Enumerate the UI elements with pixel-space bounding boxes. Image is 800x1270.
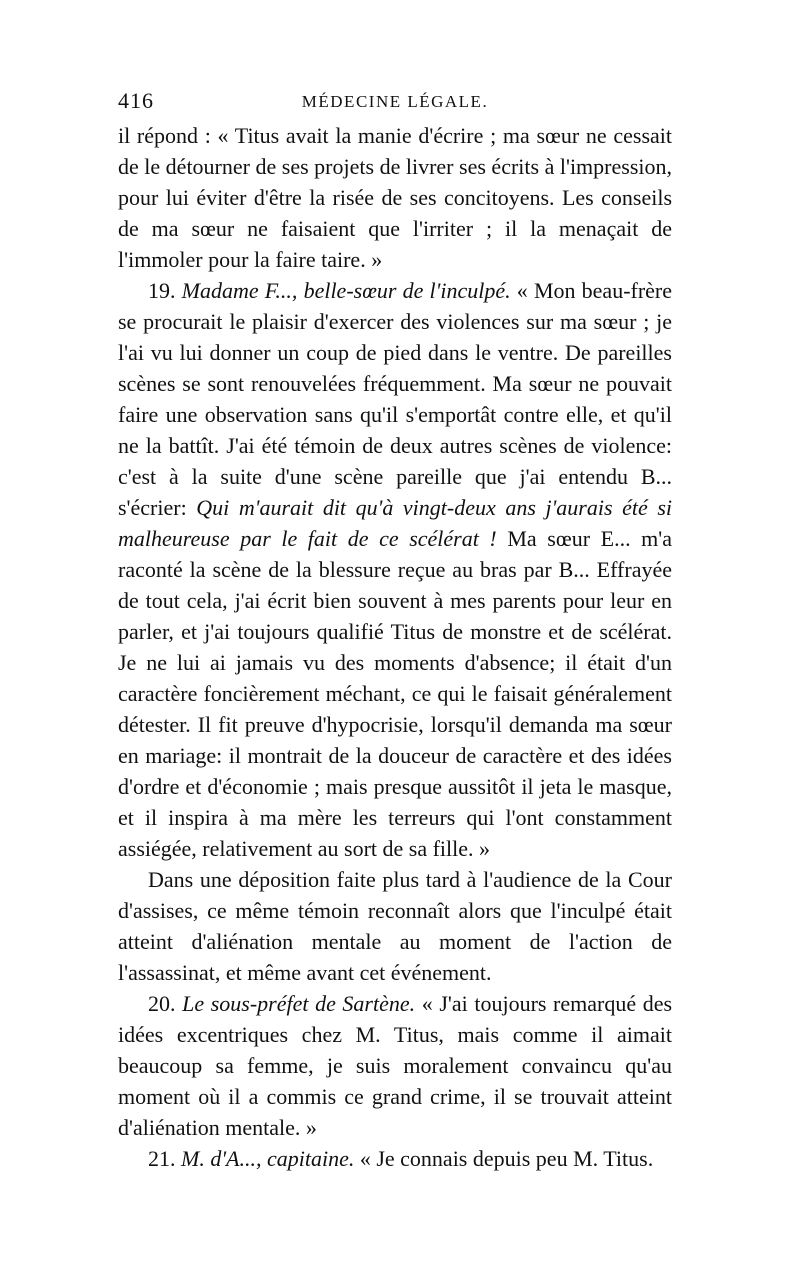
testimony-text: « Je connais depuis peu M. Titus. [359,1146,654,1171]
paragraph-text: il répond : « Titus avait la manie d'écrire ; ma sœur ne cessait de le détourner de ses projets de livrer ses écrits à l'impression, pour lui éviter d'être la risée de ses concitoyens. Les conseils de ma sœur ne faisaient que l'irriter ; il la menaçait de l'immoler pour la faire taire. » [118,123,672,272]
testimony-21 [118,1143,672,1174]
quoted-exclamation: Qui m'aurait dit qu'à vingt-deux ans j'aurais été si malheureuse par le fait de ce scélérat ! [118,495,672,551]
witness-name: Madame F..., belle-sœur de l'inculpé. [181,278,511,303]
testimony-number: 21. [148,1146,176,1171]
witness-name: M. d'A..., capitaine. [181,1146,355,1171]
testimony-number: 20. [148,991,176,1016]
testimony-text-continued: Ma sœur E... m'a raconté la scène de la blessure reçue au bras par B... Effrayée de tout cela, j'ai écrit bien souvent à mes parents pour leur en parler, et j'ai toujours qualifié Titus de monstre et de scélérat. Je ne lui ai jamais vu des moments d'absence; il était d'un caractère foncièrement méchant, ce qui le faisait généralement détester. Il fit preuve d'hypocrisie, lorsqu'il demanda ma sœur en mariage: il montrait de la douceur de caractère et des idées d'ordre et d'économie ; mais presque aussitôt il jeta le masque, et il inspira à ma mère les terreurs qui l'ont constamment assiégée, relativement au sort de sa fille. » [118,526,673,861]
testimony-20 [118,988,672,1143]
running-title: MÉDECINE LÉGALE. [301,92,489,111]
testimony-number: 19. [148,278,176,303]
deposition-paragraph [118,864,672,988]
testimony-text: « Mon beau-frère se procurait le plaisir d'exercer des violences sur ma sœur ; je l'ai vu lui donner un coup de pied dans le ventre. De pareilles scènes se sont renouvelées fréquemment. Ma sœur ne pouvait faire une observation sans qu'il s'emportât contre elle, et qu'il ne la battît. J'ai été témoin de deux autres scènes de violence: c'est à la suite d'une scène pareille que j'ai entendu B... s'écrier: [118,278,673,520]
paragraph-text: Dans une déposition faite plus tard à l'audience de la Cour d'assises, ce même témoin reconnaît alors que l'inculpé était atteint d'aliénation mentale au moment de l'action de l'assassinat, et même avant cet événement. [118,867,672,985]
testimony-19 [118,275,672,864]
page-number: 416 [118,88,154,113]
body-text [118,120,672,1174]
page-header [118,88,672,116]
testimony-text: « J'ai toujours remarqué des idées excentriques chez M. Titus, mais comme il aimait beaucoup sa femme, je suis moralement convaincu qu'au moment où il a commis ce grand crime, il se trouvait atteint d'aliénation mentale. » [118,991,673,1140]
paragraph-continuation [118,120,672,275]
witness-name: Le sous-préfet de Sartène. [182,991,416,1016]
